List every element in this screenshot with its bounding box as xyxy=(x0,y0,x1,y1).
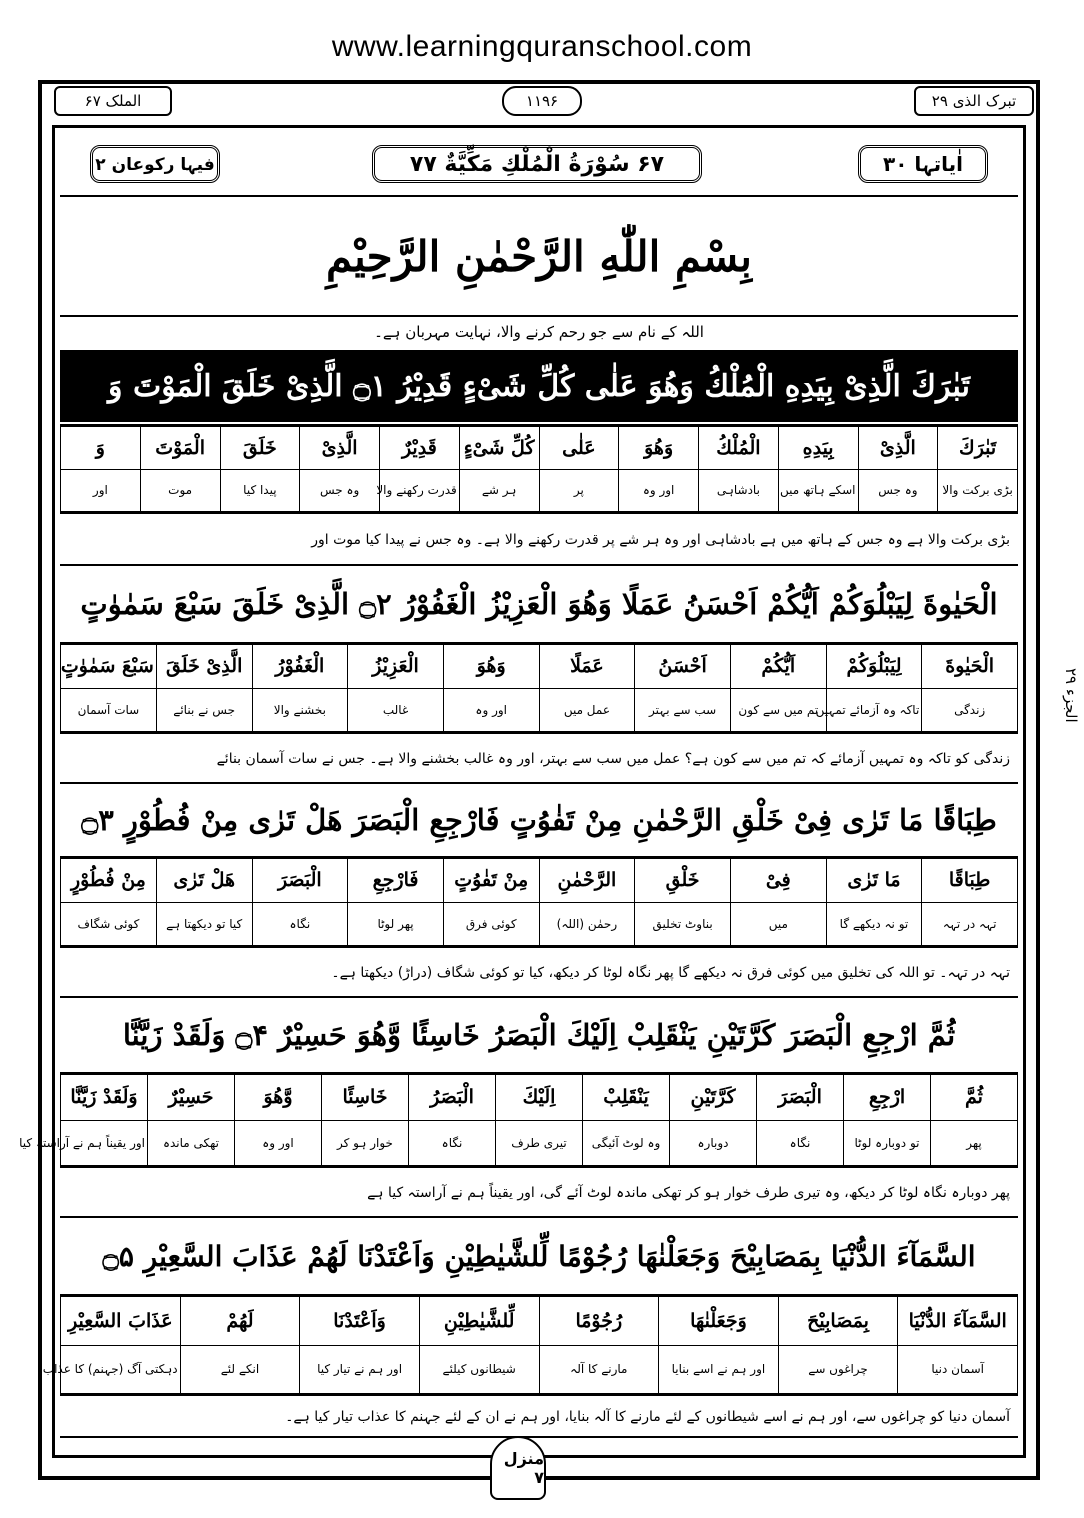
arabic-word-row xyxy=(61,1075,1018,1121)
arabic-word-row xyxy=(61,1297,1018,1346)
verse-translation: آسمان دنیا کو چراغوں سے، اور ہم نے اسے شیطانوں کے لئے مارنے کا آلہ بنایا، اور ہم نے ان کے لئے جہنم کا عذاب تیار کیا ہے۔ xyxy=(60,1398,1018,1438)
urdu-word: قدرت رکھنے والا xyxy=(380,469,460,512)
arabic-word: وَ xyxy=(61,427,141,470)
arabic-word: الرَّحْمٰنِ xyxy=(539,859,635,903)
arabic-word: مِنْ تَفٰوُتٍ xyxy=(443,859,539,903)
arabic-word: رُجُوْمًا xyxy=(539,1297,659,1346)
arabic-word: كُلِّ شَیْءٍ xyxy=(459,427,539,470)
surah-title-cartouche xyxy=(372,145,702,183)
arabic-word: طِبَاقًا xyxy=(922,859,1018,903)
urdu-word: شیطانوں کیلئے xyxy=(419,1345,539,1394)
arabic-word: خَاسِئًا xyxy=(322,1075,409,1121)
arabic-word-row xyxy=(61,427,1018,470)
urdu-word: مارنے کا آلہ xyxy=(539,1345,659,1394)
arabic-word: سَبْعَ سَمٰوٰتٍ xyxy=(61,645,157,689)
urdu-word: اور وہ xyxy=(619,469,699,512)
urdu-word: نگاہ xyxy=(757,1120,844,1166)
ayat-count: اٰیاتہا ۳۰ xyxy=(883,152,963,176)
page-number-box xyxy=(502,86,582,116)
word-table xyxy=(60,426,1018,512)
juz-name-box xyxy=(914,86,1034,116)
urdu-word: پر xyxy=(539,469,619,512)
arabic-word-row xyxy=(61,645,1018,689)
arabic-word: الْبَصَرُ xyxy=(409,1075,496,1121)
arabic-word: الْمُلْكُ xyxy=(699,427,779,470)
urdu-word-row xyxy=(61,469,1018,512)
urdu-word: وہ لوٹ آئیگی xyxy=(583,1120,670,1166)
urdu-word-row xyxy=(61,1120,1018,1166)
arabic-word: عَذَابَ السَّعِیْرِ xyxy=(61,1297,181,1346)
urdu-word: تیری طرف xyxy=(496,1120,583,1166)
urdu-word: سب سے بہتر xyxy=(635,688,731,732)
ayah-line: تَبٰرَكَ الَّذِیْ بِیَدِهِ الْمُلْكُ وَهُوَ عَلٰى كُلِّ شَیْءٍ قَدِیْرُ ۝۱ الَّذِیْ خَلَقَ الْمَوْتَ وَ xyxy=(60,350,1018,422)
urdu-word: تاکہ وہ آزمائے تمہیں xyxy=(826,688,922,732)
urdu-word: اسکے ہاتھ میں xyxy=(778,469,858,512)
urdu-word: پھر لوٹا xyxy=(348,902,444,946)
arabic-word: بِیَدِهِ xyxy=(778,427,858,470)
word-grid xyxy=(60,856,1018,948)
arabic-word: عَلٰى xyxy=(539,427,619,470)
arabic-word: كَرَّتَیْنِ xyxy=(670,1075,757,1121)
arabic-word: یَنْقَلِبْ xyxy=(583,1075,670,1121)
arabic-word: مِنْ فُطُوْرٍ xyxy=(61,859,157,903)
verse-translation: بڑی برکت والا ہے وہ جس کے ہاتھ میں ہے بادشاہی اور وہ ہر شے پر قدرت رکھنے والا ہے۔ وہ جس نے پیدا کیا موت اور xyxy=(60,516,1018,566)
arabic-word: وَّهُوَ xyxy=(235,1075,322,1121)
urdu-word: غالب xyxy=(348,688,444,732)
urdu-word: زندگی xyxy=(922,688,1018,732)
word-grid xyxy=(60,642,1018,734)
arabic-word: هَلْ تَرٰى xyxy=(156,859,252,903)
word-table xyxy=(19,1074,1018,1166)
arabic-word: بِمَصَابِیْحَ xyxy=(778,1297,898,1346)
urdu-word: کیا تو دیکھتا ہے xyxy=(156,902,252,946)
ayat-count-cartouche xyxy=(858,145,988,183)
bismillah-translation: اللہ کے نام سے جو رحم کرنے والا، نہایت مہربان ہے۔ xyxy=(374,323,704,341)
word-grid xyxy=(42,1294,1018,1396)
side-juz-label: الجزء ۲۹ xyxy=(1062,667,1080,723)
arabic-word: الْغَفُوْرُ xyxy=(252,645,348,689)
arabic-word: تَبٰرَكَ xyxy=(938,427,1018,470)
arabic-word: قَدِیْرٌ xyxy=(380,427,460,470)
manzil-label: منزل ۷ xyxy=(503,1449,544,1487)
surah-header xyxy=(60,133,1018,197)
urdu-word-row xyxy=(61,902,1018,946)
verse-translation: تہہ در تہہ۔ تو اللہ کی تخلیق میں کوئی فرق نہ دیکھے گا پھر نگاہ لوٹا کر دیکھ، کیا تو کوئی شگاف (دراڑ) دیکھتا ہے۔ xyxy=(60,950,1018,998)
urdu-word: تو نہ دیکھے گا xyxy=(826,902,922,946)
arabic-word: اِلَیْكَ xyxy=(496,1075,583,1121)
manzil-marker xyxy=(490,1436,546,1500)
surah-short-box xyxy=(54,86,172,116)
word-table xyxy=(42,1296,1018,1394)
urdu-word: اور ہم نے تیار کیا xyxy=(300,1345,420,1394)
ayah-line: ثُمَّ ارْجِعِ الْبَصَرَ كَرَّتَیْنِ یَنْقَلِبْ اِلَیْكَ الْبَصَرُ خَاسِئًا وَّهُوَ حَسِیْرٌ ۝۴ وَلَقَدْ زَیَّنَّا xyxy=(122,1018,956,1052)
urdu-word: وہ جس xyxy=(300,469,380,512)
arabic-word: الْعَزِیْزُ xyxy=(348,645,444,689)
urdu-word: بناوٹ تخلیق xyxy=(635,902,731,946)
arabic-word: الْبَصَرَ xyxy=(252,859,348,903)
arabic-word: الْبَصَرَ xyxy=(757,1075,844,1121)
urdu-word: نگاہ xyxy=(409,1120,496,1166)
ayah-line: الْحَیٰوةَ لِیَبْلُوَكُمْ اَیُّكُمْ اَحْسَنُ عَمَلًا وَهُوَ الْعَزِیْزُ الْغَفُوْرُ ۝۲ الَّذِیْ خَلَقَ سَبْعَ سَمٰوٰتٍ xyxy=(80,587,998,621)
arabic-word: لِّلشَّیٰطِیْنِ xyxy=(419,1297,539,1346)
arabic-word: وَلَقَدْ زَیَّنَّا xyxy=(61,1075,148,1121)
arabic-word: لِیَبْلُوَكُمْ xyxy=(826,645,922,689)
urdu-word: سات آسمان xyxy=(61,688,157,732)
urdu-word: چراغوں سے xyxy=(778,1345,898,1394)
word-grid xyxy=(19,1072,1018,1168)
urdu-word: پیدا کیا xyxy=(220,469,300,512)
page-number: ۱۱۹۶ xyxy=(525,92,559,110)
urdu-word: تھکی ماندہ xyxy=(148,1120,235,1166)
urdu-word: ہر شے xyxy=(459,469,539,512)
urdu-word: بڑی برکت والا xyxy=(938,469,1018,512)
urdu-word: اور وہ xyxy=(235,1120,322,1166)
urdu-word: دہکتی آگ (جہنم) کا عذاب xyxy=(61,1345,181,1394)
arabic-word: فَارْجِعِ xyxy=(348,859,444,903)
arabic-word: الْحَیٰوةَ xyxy=(922,645,1018,689)
urdu-word: عمل میں xyxy=(539,688,635,732)
arabic-word: وَاَعْتَدْنَا xyxy=(300,1297,420,1346)
arabic-word: خَلَقَ xyxy=(220,427,300,470)
ruku-count-cartouche xyxy=(90,145,220,183)
arabic-word: فِیْ xyxy=(730,859,826,903)
word-table xyxy=(60,644,1018,732)
arabic-word: لَهُمْ xyxy=(180,1297,300,1346)
bismillah: بِسْمِ اللّٰهِ الرَّحْمٰنِ الرَّحِيْمِ xyxy=(326,231,752,281)
arabic-word: وَهُوَ xyxy=(619,427,699,470)
urdu-word: اور یقیناً ہم نے آراستہ کیا xyxy=(61,1120,148,1166)
urdu-word: اور xyxy=(61,469,141,512)
urdu-word: رحمٰن (اللہ) xyxy=(539,902,635,946)
arabic-word: الَّذِیْ xyxy=(300,427,380,470)
urdu-word-row xyxy=(61,688,1018,732)
arabic-word: مَا تَرٰى xyxy=(826,859,922,903)
urdu-word: جس نے بنائے xyxy=(156,688,252,732)
arabic-word: اَحْسَنُ xyxy=(635,645,731,689)
urdu-word: اور وہ xyxy=(443,688,539,732)
urdu-word: انکے لئے xyxy=(180,1345,300,1394)
arabic-word: الَّذِیْ خَلَقَ xyxy=(156,645,252,689)
arabic-word: عَمَلًا xyxy=(539,645,635,689)
arabic-word: وَجَعَلْنٰهَا xyxy=(659,1297,779,1346)
arabic-word-row xyxy=(61,859,1018,903)
arabic-word: الْمَوْتَ xyxy=(140,427,220,470)
urdu-word: میں xyxy=(730,902,826,946)
urdu-word: بادشاہی xyxy=(699,469,779,512)
arabic-word: وَهُوَ xyxy=(443,645,539,689)
urdu-word: کوئی فرق xyxy=(443,902,539,946)
urdu-word: پھر xyxy=(931,1120,1018,1166)
urdu-word: تو دوبارہ لوٹا xyxy=(844,1120,931,1166)
arabic-word: الَّذِیْ xyxy=(858,427,938,470)
ayah-line: السَّمَآءَ الدُّنْیَا بِمَصَابِیْحَ وَجَعَلْنٰهَا رُجُوْمًا لِّلشَّیٰطِیْنِ وَاَعْتَدْنَا لَهُمْ عَذَابَ السَّعِیْرِ ۝۵ xyxy=(102,1239,976,1273)
surah-title: ۶۷ سُوْرَةُ الْمُلْكِ مَكِّيَّةٌ ۷۷ xyxy=(409,151,665,177)
verse-translation: زندگی کو تاکہ وہ تمہیں آزمائے کہ تم میں سے کون ہے؟ عمل میں سب سے بہتر، اور وہ غالب بخشنے والا ہے۔ جس نے سات آسمان بنائے xyxy=(60,736,1018,784)
urdu-word: خوار ہو کر xyxy=(322,1120,409,1166)
ayah-line: طِبَاقًا مَا تَرٰى فِیْ خَلْقِ الرَّحْمٰنِ مِنْ تَفٰوُتٍ فَارْجِعِ الْبَصَرَ هَلْ تَرٰى مِنْ فُطُوْرٍ ۝۳ xyxy=(81,803,997,837)
arabic-word: حَسِیْرٌ xyxy=(148,1075,235,1121)
urdu-word: آسمان دنیا xyxy=(898,1345,1018,1394)
urdu-word: تہہ در تہہ xyxy=(922,902,1018,946)
urdu-word-row xyxy=(61,1345,1018,1394)
arabic-word: ارْجِعِ xyxy=(844,1075,931,1121)
site-url: www.learningquranschool.com xyxy=(331,30,753,63)
urdu-word: وہ جس xyxy=(858,469,938,512)
word-table xyxy=(60,858,1018,946)
word-grid xyxy=(60,424,1018,514)
urdu-word: کوئی شگاف xyxy=(61,902,157,946)
bismillah-panel xyxy=(60,197,1018,317)
verse-translation: پھر دوبارہ نگاہ لوٹا کر دیکھ، وہ تیری طرف خوار ہو کر تھکی ماندہ لوٹ آئے گی، اور یقیناً ہم نے آراستہ کیا ہے xyxy=(60,1170,1018,1218)
urdu-word: تم میں سے کون xyxy=(730,688,826,732)
arabic-word: ثُمَّ xyxy=(931,1075,1018,1121)
arabic-word: خَلْقِ xyxy=(635,859,731,903)
urdu-word: نگاہ xyxy=(252,902,348,946)
urdu-word: دوبارہ xyxy=(670,1120,757,1166)
urdu-word: اور ہم نے اسے بنایا xyxy=(659,1345,779,1394)
juz-name: تبرک الذی ۲۹ xyxy=(931,92,1017,110)
surah-short: الملک ۶۷ xyxy=(84,92,142,110)
ruku-count: فیہا رکوعان ۲ xyxy=(95,154,215,175)
arabic-word: اَیُّكُمْ xyxy=(730,645,826,689)
arabic-word: السَّمَآءَ الدُّنْیَا xyxy=(898,1297,1018,1346)
urdu-word: موت xyxy=(140,469,220,512)
urdu-word: بخشنے والا xyxy=(252,688,348,732)
